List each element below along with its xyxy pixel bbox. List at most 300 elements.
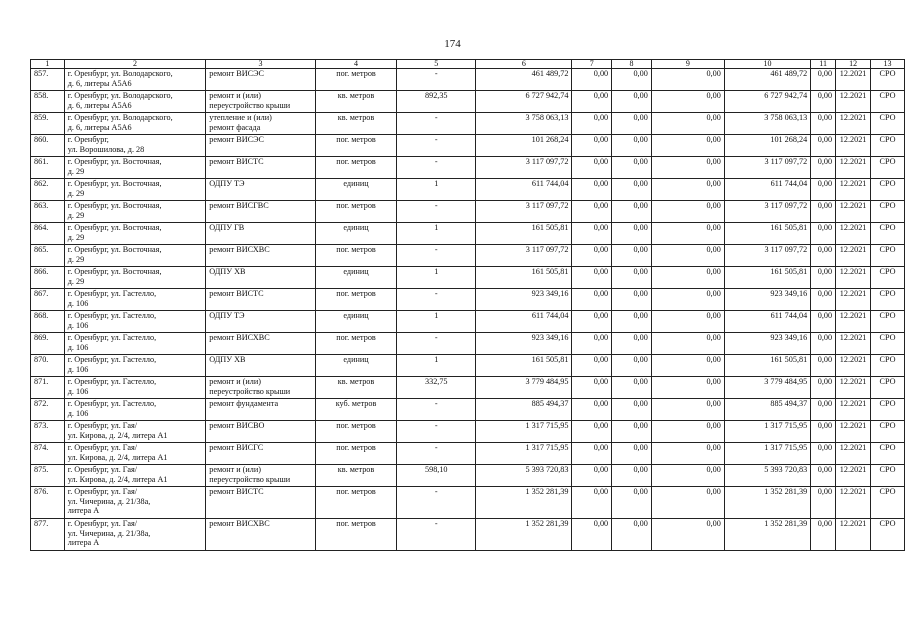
row-number-cell: 865.	[31, 245, 65, 267]
amount-cell: 0,00	[811, 465, 836, 487]
address-cell	[64, 179, 205, 201]
work-type-cell-line: переустройство крыши	[209, 474, 291, 484]
table-row	[31, 519, 905, 551]
deadline-cell: 12.2021	[836, 223, 871, 245]
amount-cell: 0,00	[612, 289, 652, 311]
total-cost-cell: 3 117 097,72	[476, 245, 572, 267]
unit-cell: пог. метров	[315, 421, 396, 443]
address-cell-line: д. 29	[67, 254, 85, 264]
row-number-cell: 864.	[31, 223, 65, 245]
address-cell-line: г. Оренбург, ул. Гастелло,	[67, 311, 157, 320]
column-header: 7	[572, 60, 612, 69]
amount-cell: 0,00	[612, 333, 652, 355]
amount-cell: 0,00	[612, 179, 652, 201]
address-cell	[64, 289, 205, 311]
address-cell-line: г. Оренбург, ул. Гая/	[67, 443, 137, 452]
row-number-cell: 866.	[31, 267, 65, 289]
total-cost-cell: 611 744,04	[476, 311, 572, 333]
total-cost-cell: 3 117 097,72	[476, 201, 572, 223]
table-row	[31, 201, 905, 223]
owner-funds-cell: 6 727 942,74	[724, 91, 810, 113]
row-number-cell: 874.	[31, 443, 65, 465]
work-type-cell	[206, 245, 316, 267]
amount-cell: 0,00	[572, 377, 612, 399]
row-number-cell: 875.	[31, 465, 65, 487]
column-header: 5	[397, 60, 476, 69]
deadline-cell: 12.2021	[836, 487, 871, 519]
address-cell	[64, 399, 205, 421]
address-cell-line: д. 106	[67, 298, 89, 308]
deadline-cell: 12.2021	[836, 201, 871, 223]
row-number-cell: 861.	[31, 157, 65, 179]
address-cell-line: д. 106	[67, 408, 89, 418]
amount-cell: 0,00	[651, 223, 724, 245]
unit-cell: пог. метров	[315, 443, 396, 465]
work-type-cell-line: ОДПУ ХВ	[209, 355, 246, 364]
row-number-cell: 877.	[31, 519, 65, 551]
amount-cell: 0,00	[651, 421, 724, 443]
amount-cell: 0,00	[572, 465, 612, 487]
address-cell-line: г. Оренбург, ул. Гастелло,	[67, 289, 157, 298]
amount-cell: 0,00	[811, 421, 836, 443]
row-number-cell: 857.	[31, 69, 65, 91]
deadline-cell: 12.2021	[836, 289, 871, 311]
address-cell	[64, 113, 205, 135]
column-header: 12	[836, 60, 871, 69]
work-type-cell	[206, 201, 316, 223]
owner-funds-cell: 1 317 715,95	[724, 421, 810, 443]
row-number-cell: 862.	[31, 179, 65, 201]
quantity-cell: 1	[397, 223, 476, 245]
row-number-cell: 867.	[31, 289, 65, 311]
quantity-cell: -	[397, 113, 476, 135]
quantity-cell: -	[397, 201, 476, 223]
address-cell-line: г. Оренбург, ул. Гастелло,	[67, 355, 157, 364]
address-cell-line: г. Оренбург, ул. Восточная,	[67, 223, 162, 232]
column-header: 8	[612, 60, 652, 69]
row-number-cell: 876.	[31, 487, 65, 519]
unit-cell: единиц	[315, 311, 396, 333]
amount-cell: 0,00	[612, 377, 652, 399]
address-cell-line: г. Оренбург, ул. Восточная,	[67, 201, 162, 210]
table-row	[31, 245, 905, 267]
address-cell-line: г. Оренбург, ул. Гастелло,	[67, 399, 157, 408]
deadline-cell: 12.2021	[836, 519, 871, 551]
owner-funds-cell: 1 352 281,39	[724, 487, 810, 519]
work-type-cell-line: ОДПУ ТЭ	[209, 179, 245, 188]
total-cost-cell: 161 505,81	[476, 267, 572, 289]
address-cell-line: д. 6, литеры А5А6	[67, 122, 132, 132]
total-cost-cell: 1 352 281,39	[476, 519, 572, 551]
amount-cell: 0,00	[651, 311, 724, 333]
work-type-cell-line: ремонт ВИСТС	[209, 487, 264, 496]
address-cell	[64, 157, 205, 179]
unit-cell: пог. метров	[315, 487, 396, 519]
amount-cell: 0,00	[612, 487, 652, 519]
amount-cell: 0,00	[651, 465, 724, 487]
fund-type-cell: СРО	[871, 333, 905, 355]
work-type-cell-line: ремонт ВИСЭС	[209, 135, 264, 144]
amount-cell: 0,00	[572, 289, 612, 311]
amount-cell: 0,00	[612, 157, 652, 179]
amount-cell: 0,00	[811, 267, 836, 289]
work-type-cell-line: ремонт ВИСГС	[209, 443, 264, 452]
address-cell	[64, 421, 205, 443]
table-row	[31, 355, 905, 377]
deadline-cell: 12.2021	[836, 355, 871, 377]
address-cell	[64, 223, 205, 245]
amount-cell: 0,00	[612, 443, 652, 465]
quantity-cell: -	[397, 333, 476, 355]
work-type-cell-line: ремонт ВИСТС	[209, 157, 264, 166]
unit-cell: пог. метров	[315, 289, 396, 311]
table-row	[31, 113, 905, 135]
amount-cell: 0,00	[651, 69, 724, 91]
column-header: 10	[724, 60, 810, 69]
address-cell	[64, 465, 205, 487]
address-cell-line: г. Оренбург, ул. Гая/	[67, 487, 137, 496]
quantity-cell: -	[397, 157, 476, 179]
total-cost-cell: 161 505,81	[476, 223, 572, 245]
row-number-cell: 873.	[31, 421, 65, 443]
total-cost-cell: 885 494,37	[476, 399, 572, 421]
unit-cell: пог. метров	[315, 135, 396, 157]
owner-funds-cell: 101 268,24	[724, 135, 810, 157]
address-cell-line: г. Оренбург, ул. Гая/	[67, 421, 137, 430]
total-cost-cell: 3 779 484,95	[476, 377, 572, 399]
quantity-cell: -	[397, 519, 476, 551]
table-row	[31, 135, 905, 157]
work-type-cell	[206, 157, 316, 179]
address-cell-line: ул. Чичерина, д. 21/38а,	[67, 528, 151, 538]
work-type-cell	[206, 289, 316, 311]
address-cell-line: д. 6, литеры А5А6	[67, 78, 132, 88]
unit-cell: кв. метров	[315, 91, 396, 113]
address-cell	[64, 487, 205, 519]
owner-funds-cell: 3 758 063,13	[724, 113, 810, 135]
address-cell-line: литера А	[67, 538, 100, 548]
work-type-cell	[206, 519, 316, 551]
work-type-cell-line: переустройство крыши	[209, 386, 291, 396]
deadline-cell: 12.2021	[836, 311, 871, 333]
register-table	[30, 59, 905, 551]
table-row	[31, 443, 905, 465]
work-type-cell	[206, 443, 316, 465]
deadline-cell: 12.2021	[836, 69, 871, 91]
amount-cell: 0,00	[572, 333, 612, 355]
address-cell-line: д. 29	[67, 188, 85, 198]
amount-cell: 0,00	[612, 399, 652, 421]
unit-cell: пог. метров	[315, 69, 396, 91]
address-cell	[64, 355, 205, 377]
amount-cell: 0,00	[811, 179, 836, 201]
fund-type-cell: СРО	[871, 91, 905, 113]
work-type-cell-line: ремонт фундамента	[209, 399, 279, 408]
amount-cell: 0,00	[651, 267, 724, 289]
total-cost-cell: 1 317 715,95	[476, 443, 572, 465]
table-row	[31, 289, 905, 311]
deadline-cell: 12.2021	[836, 399, 871, 421]
amount-cell: 0,00	[651, 487, 724, 519]
work-type-cell	[206, 113, 316, 135]
quantity-cell: -	[397, 135, 476, 157]
address-cell-line: д. 29	[67, 166, 85, 176]
quantity-cell: -	[397, 289, 476, 311]
amount-cell: 0,00	[651, 91, 724, 113]
quantity-cell: 598,10	[397, 465, 476, 487]
quantity-cell: 1	[397, 179, 476, 201]
amount-cell: 0,00	[811, 289, 836, 311]
work-type-cell	[206, 69, 316, 91]
total-cost-cell: 923 349,16	[476, 289, 572, 311]
total-cost-cell: 611 744,04	[476, 179, 572, 201]
fund-type-cell: СРО	[871, 487, 905, 519]
work-type-cell-line: ремонт и (или)	[209, 377, 261, 386]
amount-cell: 0,00	[612, 135, 652, 157]
unit-cell: кв. метров	[315, 113, 396, 135]
address-cell-line: г. Оренбург, ул. Володарского,	[67, 69, 173, 78]
address-cell	[64, 135, 205, 157]
amount-cell: 0,00	[612, 201, 652, 223]
amount-cell: 0,00	[651, 135, 724, 157]
deadline-cell: 12.2021	[836, 179, 871, 201]
unit-cell: пог. метров	[315, 333, 396, 355]
address-cell-line: д. 106	[67, 342, 89, 352]
deadline-cell: 12.2021	[836, 465, 871, 487]
address-cell-line: д. 6, литеры А5А6	[67, 100, 132, 110]
work-type-cell	[206, 91, 316, 113]
work-type-cell	[206, 421, 316, 443]
work-type-cell-line: ОДПУ ТЭ	[209, 311, 245, 320]
address-cell-line: г. Оренбург, ул. Гая/	[67, 465, 137, 474]
amount-cell: 0,00	[572, 443, 612, 465]
address-cell-line: г. Оренбург, ул. Восточная,	[67, 179, 162, 188]
amount-cell: 0,00	[811, 69, 836, 91]
work-type-cell-line: ремонт ВИСЭС	[209, 69, 264, 78]
work-type-cell	[206, 355, 316, 377]
amount-cell: 0,00	[651, 377, 724, 399]
amount-cell: 0,00	[651, 443, 724, 465]
owner-funds-cell: 3 117 097,72	[724, 201, 810, 223]
fund-type-cell: СРО	[871, 69, 905, 91]
amount-cell: 0,00	[651, 399, 724, 421]
amount-cell: 0,00	[811, 201, 836, 223]
amount-cell: 0,00	[612, 311, 652, 333]
amount-cell: 0,00	[811, 223, 836, 245]
unit-cell: пог. метров	[315, 245, 396, 267]
amount-cell: 0,00	[572, 487, 612, 519]
amount-cell: 0,00	[651, 245, 724, 267]
owner-funds-cell: 1 317 715,95	[724, 443, 810, 465]
amount-cell: 0,00	[572, 399, 612, 421]
table-row	[31, 311, 905, 333]
work-type-cell	[206, 377, 316, 399]
table-row	[31, 69, 905, 91]
work-type-cell	[206, 333, 316, 355]
owner-funds-cell: 461 489,72	[724, 69, 810, 91]
table-row	[31, 421, 905, 443]
unit-cell: единиц	[315, 267, 396, 289]
total-cost-cell: 461 489,72	[476, 69, 572, 91]
table-row	[31, 377, 905, 399]
address-cell-line: д. 106	[67, 386, 89, 396]
amount-cell: 0,00	[651, 201, 724, 223]
quantity-cell: 332,75	[397, 377, 476, 399]
amount-cell: 0,00	[811, 113, 836, 135]
fund-type-cell: СРО	[871, 465, 905, 487]
amount-cell: 0,00	[811, 399, 836, 421]
work-type-cell	[206, 465, 316, 487]
total-cost-cell: 161 505,81	[476, 355, 572, 377]
work-type-cell	[206, 135, 316, 157]
amount-cell: 0,00	[811, 487, 836, 519]
row-number-cell: 870.	[31, 355, 65, 377]
table-row	[31, 91, 905, 113]
column-header: 6	[476, 60, 572, 69]
deadline-cell: 12.2021	[836, 91, 871, 113]
column-header: 1	[31, 60, 65, 69]
amount-cell: 0,00	[612, 465, 652, 487]
amount-cell: 0,00	[612, 245, 652, 267]
amount-cell: 0,00	[612, 69, 652, 91]
fund-type-cell: СРО	[871, 157, 905, 179]
row-number-cell: 858.	[31, 91, 65, 113]
address-cell-line: г. Оренбург, ул. Восточная,	[67, 267, 162, 276]
deadline-cell: 12.2021	[836, 157, 871, 179]
quantity-cell: -	[397, 399, 476, 421]
amount-cell: 0,00	[572, 135, 612, 157]
quantity-cell: -	[397, 487, 476, 519]
column-header: 2	[64, 60, 205, 69]
column-number-row	[31, 60, 905, 69]
unit-cell: кв. метров	[315, 465, 396, 487]
unit-cell: единиц	[315, 223, 396, 245]
work-type-cell-line: ОДПУ ГВ	[209, 223, 245, 232]
quantity-cell: -	[397, 421, 476, 443]
work-type-cell	[206, 311, 316, 333]
row-number-cell: 860.	[31, 135, 65, 157]
unit-cell: пог. метров	[315, 519, 396, 551]
table-row	[31, 399, 905, 421]
total-cost-cell: 6 727 942,74	[476, 91, 572, 113]
row-number-cell: 859.	[31, 113, 65, 135]
address-cell	[64, 377, 205, 399]
deadline-cell: 12.2021	[836, 245, 871, 267]
address-cell	[64, 443, 205, 465]
fund-type-cell: СРО	[871, 399, 905, 421]
total-cost-cell: 3 117 097,72	[476, 157, 572, 179]
address-cell-line: ул. Кирова, д. 2/4, литера А1	[67, 474, 168, 484]
deadline-cell: 12.2021	[836, 135, 871, 157]
owner-funds-cell: 161 505,81	[724, 267, 810, 289]
address-cell-line: ул. Кирова, д. 2/4, литера А1	[67, 452, 168, 462]
row-number-cell: 872.	[31, 399, 65, 421]
total-cost-cell: 1 352 281,39	[476, 487, 572, 519]
amount-cell: 0,00	[572, 267, 612, 289]
total-cost-cell: 923 349,16	[476, 333, 572, 355]
work-type-cell-line: ремонт ВИСТС	[209, 289, 264, 298]
amount-cell: 0,00	[651, 519, 724, 551]
column-header: 9	[651, 60, 724, 69]
address-cell-line: д. 106	[67, 364, 89, 374]
work-type-cell	[206, 399, 316, 421]
table-row	[31, 333, 905, 355]
work-type-cell	[206, 267, 316, 289]
address-cell-line: ул. Кирова, д. 2/4, литера А1	[67, 430, 168, 440]
work-type-cell-line: ремонт фасада	[209, 122, 261, 132]
work-type-cell-line: ремонт ВИСГВС	[209, 201, 269, 210]
work-type-cell-line: переустройство крыши	[209, 100, 291, 110]
column-header: 13	[871, 60, 905, 69]
amount-cell: 0,00	[811, 333, 836, 355]
row-number-cell: 868.	[31, 311, 65, 333]
work-type-cell-line: ремонт и (или)	[209, 91, 261, 100]
work-type-cell	[206, 179, 316, 201]
amount-cell: 0,00	[612, 113, 652, 135]
fund-type-cell: СРО	[871, 289, 905, 311]
address-cell-line: ул. Чичерина, д. 21/38а,	[67, 496, 151, 506]
owner-funds-cell: 5 393 720,83	[724, 465, 810, 487]
deadline-cell: 12.2021	[836, 377, 871, 399]
fund-type-cell: СРО	[871, 311, 905, 333]
owner-funds-cell: 885 494,37	[724, 399, 810, 421]
unit-cell: кв. метров	[315, 377, 396, 399]
address-cell	[64, 245, 205, 267]
address-cell-line: д. 29	[67, 232, 85, 242]
amount-cell: 0,00	[572, 201, 612, 223]
amount-cell: 0,00	[811, 355, 836, 377]
address-cell	[64, 201, 205, 223]
owner-funds-cell: 611 744,04	[724, 311, 810, 333]
amount-cell: 0,00	[572, 179, 612, 201]
amount-cell: 0,00	[572, 113, 612, 135]
table-row	[31, 267, 905, 289]
amount-cell: 0,00	[651, 113, 724, 135]
address-cell	[64, 91, 205, 113]
quantity-cell: 1	[397, 267, 476, 289]
amount-cell: 0,00	[811, 91, 836, 113]
owner-funds-cell: 161 505,81	[724, 223, 810, 245]
table-row	[31, 157, 905, 179]
work-type-cell	[206, 223, 316, 245]
address-cell-line: г. Оренбург, ул. Восточная,	[67, 245, 162, 254]
owner-funds-cell: 3 117 097,72	[724, 245, 810, 267]
amount-cell: 0,00	[612, 519, 652, 551]
work-type-cell-line: ОДПУ ХВ	[209, 267, 246, 276]
deadline-cell: 12.2021	[836, 113, 871, 135]
amount-cell: 0,00	[572, 421, 612, 443]
row-number-cell: 869.	[31, 333, 65, 355]
owner-funds-cell: 611 744,04	[724, 179, 810, 201]
amount-cell: 0,00	[572, 311, 612, 333]
amount-cell: 0,00	[651, 179, 724, 201]
amount-cell: 0,00	[612, 421, 652, 443]
unit-cell: куб. метров	[315, 399, 396, 421]
row-number-cell: 863.	[31, 201, 65, 223]
address-cell-line: г. Оренбург, ул. Володарского,	[67, 91, 173, 100]
unit-cell: единиц	[315, 355, 396, 377]
owner-funds-cell: 923 349,16	[724, 333, 810, 355]
deadline-cell: 12.2021	[836, 267, 871, 289]
amount-cell: 0,00	[572, 519, 612, 551]
table-row	[31, 179, 905, 201]
address-cell-line: г. Оренбург, ул. Восточная,	[67, 157, 162, 166]
amount-cell: 0,00	[811, 519, 836, 551]
amount-cell: 0,00	[651, 355, 724, 377]
fund-type-cell: СРО	[871, 355, 905, 377]
address-cell	[64, 519, 205, 551]
amount-cell: 0,00	[572, 91, 612, 113]
